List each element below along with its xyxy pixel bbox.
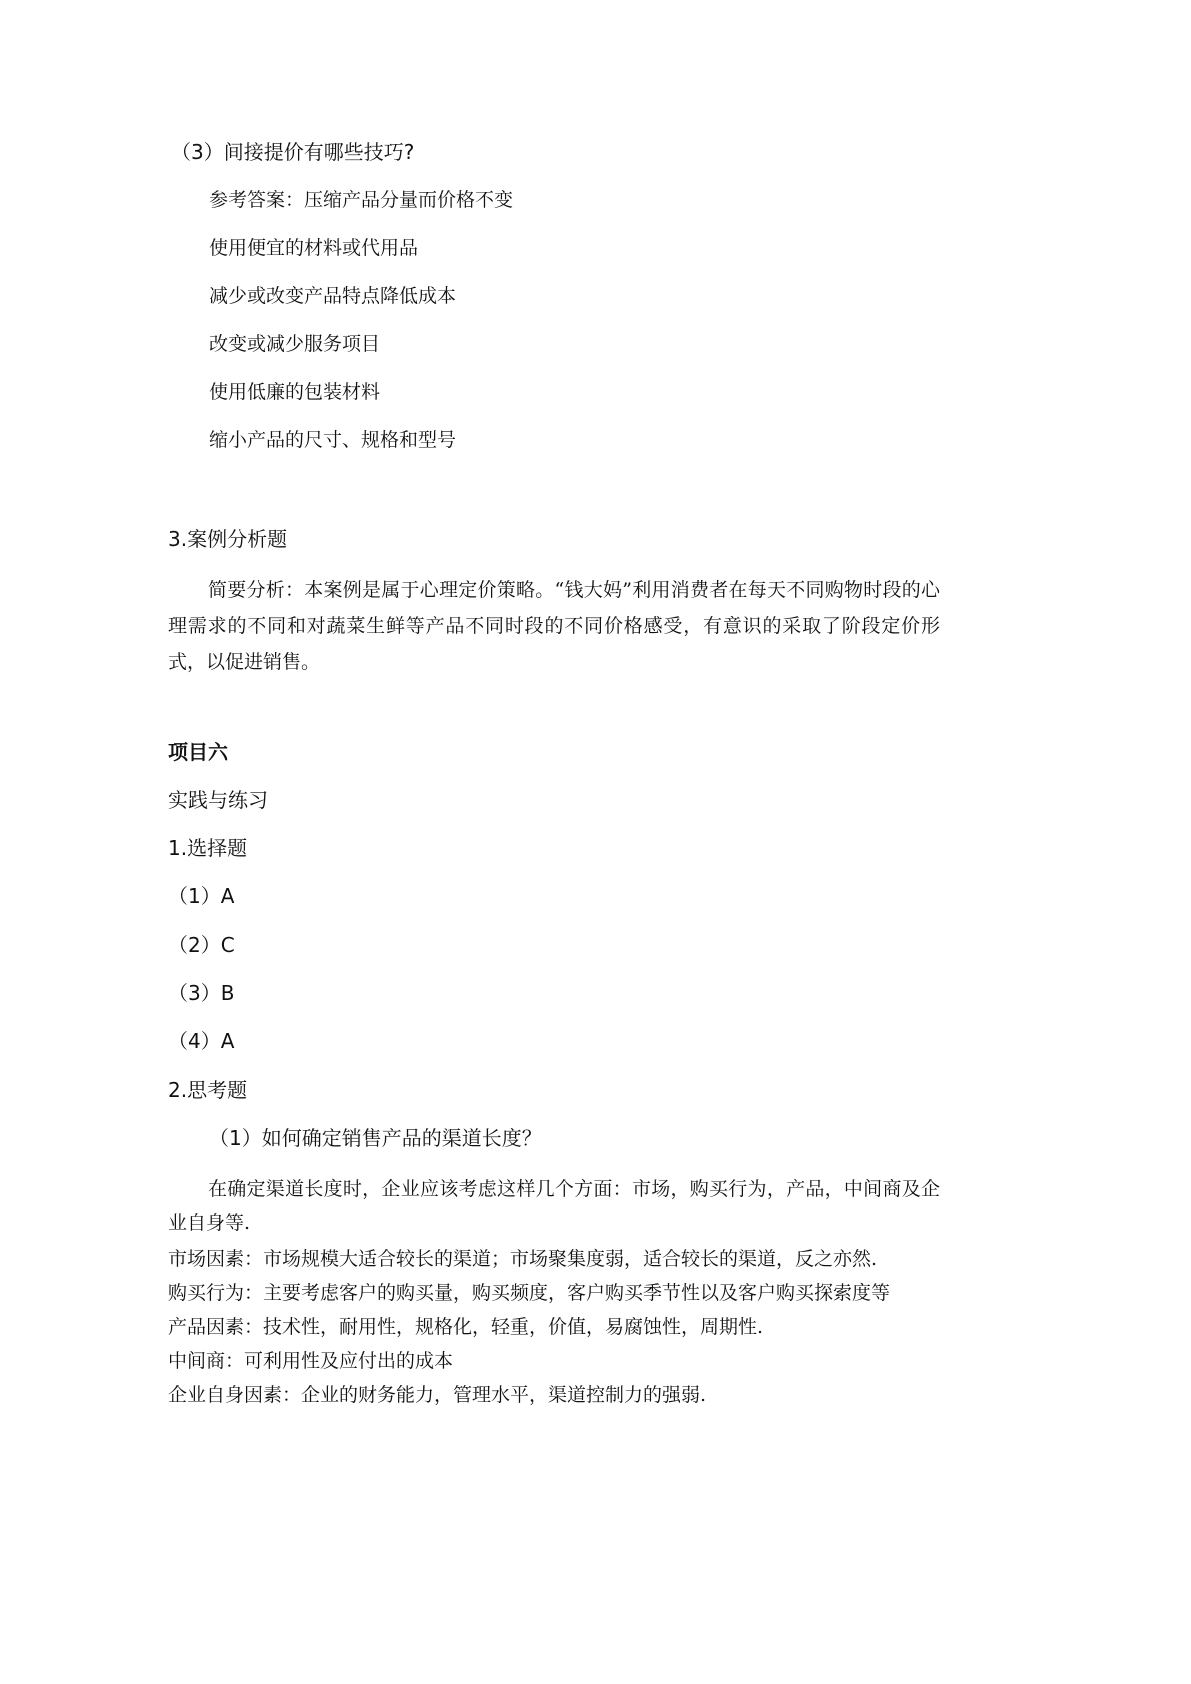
think-question-1: （1）如何确定销售产品的渠道长度？ bbox=[209, 1126, 542, 1150]
factor-buying-behavior: 购买行为：主要考虑客户的购买量，购买频度，客户购买季节性以及客户购买探索度等 bbox=[168, 1282, 891, 1304]
choice-answer-1: （1）A bbox=[168, 884, 235, 908]
practice-heading: 实践与练习 bbox=[168, 788, 268, 812]
factor-market: 市场因素：市场规模大适合较长的渠道；市场聚集度弱，适合较长的渠道，反之亦然. bbox=[168, 1248, 878, 1270]
factor-product: 产品因素：技术性，耐用性，规格化，轻重，价值，易腐蚀性，周期性. bbox=[168, 1316, 764, 1338]
choice-answer-2: （2）C bbox=[168, 933, 235, 957]
choice-heading: 1.选择题 bbox=[168, 836, 248, 860]
case-analysis-heading: 3.案例分析题 bbox=[168, 527, 288, 551]
question-3-indirect-price: （3）间接提价有哪些技巧? bbox=[171, 140, 415, 164]
think-heading: 2.思考题 bbox=[168, 1078, 248, 1102]
answer-line-6: 缩小产品的尺寸、规格和型号 bbox=[209, 429, 457, 451]
answer-line-1: 参考答案：压缩产品分量而价格不变 bbox=[209, 189, 514, 211]
factor-enterprise: 企业自身因素：企业的财务能力，管理水平，渠道控制力的强弱. bbox=[168, 1384, 707, 1406]
case-analysis-paragraph: 简要分析：本案例是属于心理定价策略。“钱大妈”利用消费者在每天不同购物时段的心理需求的不同和对蔬菜生鲜等产品不同时段的不同价格感受，有意识的采取了阶段定价形式，以促进销售。 bbox=[168, 579, 940, 673]
answer-line-4: 改变或减少服务项目 bbox=[209, 333, 381, 355]
answer-line-2: 使用便宜的材料或代用品 bbox=[209, 237, 419, 259]
choice-answer-4: （4）A bbox=[168, 1029, 235, 1053]
choice-answer-3: （3）B bbox=[168, 981, 235, 1005]
answer-line-5: 使用低廉的包装材料 bbox=[209, 381, 381, 403]
factor-intermediary: 中间商：可利用性及应付出的成本 bbox=[168, 1350, 454, 1372]
project-six-title: 项目六 bbox=[168, 740, 228, 764]
channel-length-intro: 在确定渠道长度时，企业应该考虑这样几个方面：市场，购买行为，产品，中间商及企业自身等. bbox=[168, 1178, 940, 1234]
answer-line-3: 减少或改变产品特点降低成本 bbox=[209, 285, 457, 307]
